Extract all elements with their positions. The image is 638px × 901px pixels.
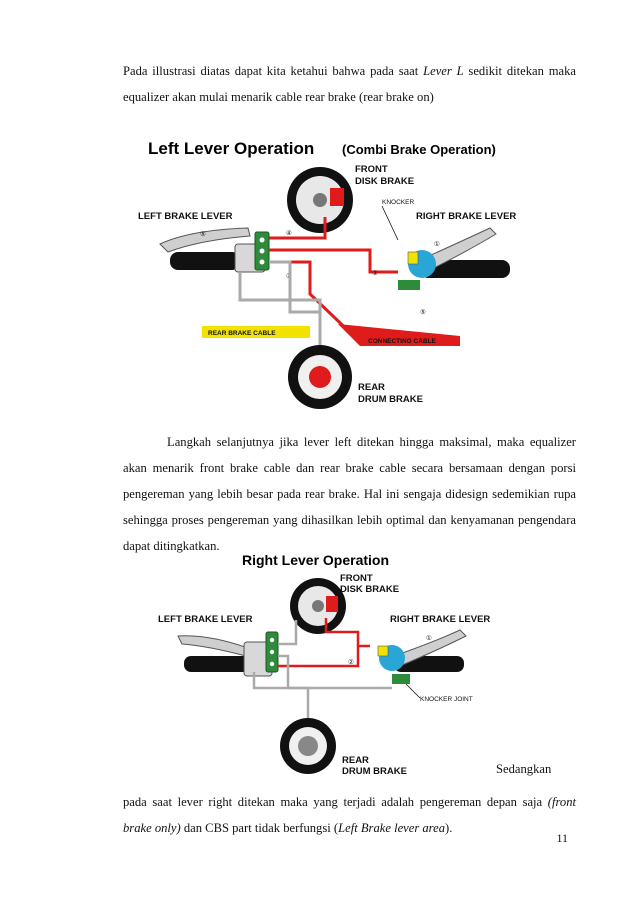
- front-disk-brake-icon-2: [290, 578, 346, 634]
- front-disk-brake-icon: [287, 167, 353, 233]
- paragraph-left-lever-max: Langkah selanjutnya jika lever left ditekan hingga maksimal, maka equalizer akan menarik front brake cable dan rear brake cable secara bersamaan dengan porsi pengereman yang lebih besar pada rear brake. Hal ini sengaja didesign sedemikian rupa sehingga proses pengereman yang dihasilkan lebih optimal dan kenyamanan pengendara dapat ditingkatkan.: [123, 435, 576, 553]
- paragraph-intro: [123, 58, 576, 110]
- paragraph-intro-text-2: sedikit ditekan maka equalizer akan mulai menarik cable rear brake (rear brake on): [123, 64, 577, 104]
- figure1-title-main: Left Lever Operation: [148, 139, 315, 158]
- figure2-drum-brake-label: DRUM BRAKE: [342, 766, 407, 777]
- figure2-rear-label: REAR: [342, 755, 369, 766]
- right-handlebar-icon: [398, 228, 510, 290]
- paragraph-right-lever-text-2: dan CBS part tidak berfungsi (: [180, 821, 339, 835]
- figure1-title-sub: (Combi Brake Operation): [342, 142, 496, 157]
- figure1-number-4: ④: [286, 230, 292, 237]
- figure1-number-2: ②: [286, 273, 292, 280]
- paragraph-right-lever-emphasis-2: Left Brake lever area: [338, 821, 446, 835]
- left-handlebar-icon-2: [178, 632, 278, 676]
- figure-left-lever-operation: [130, 132, 550, 417]
- figure1-number-1: ①: [434, 241, 440, 248]
- figure-left-lever-diagram: [130, 132, 550, 417]
- sedangkan-text: Sedangkan: [496, 762, 552, 776]
- figure2-number-2: ②: [348, 659, 354, 666]
- rear-drum-brake-icon: [288, 345, 352, 409]
- paragraph-intro-text-1: Pada illustrasi diatas dapat kita ketahui bahwa pada saat: [123, 64, 424, 78]
- figure1-right-lever-label: RIGHT BRAKE LEVER: [416, 211, 517, 222]
- figure2-front-label: FRONT: [340, 573, 373, 584]
- figure2-left-lever-label: LEFT BRAKE LEVER: [158, 614, 253, 625]
- figure1-rear-label: REAR: [358, 382, 385, 393]
- paragraph-right-lever-emphasis-1: (front brake only): [123, 795, 576, 835]
- figure1-front-label: FRONT: [355, 164, 388, 175]
- rear-drum-brake-icon-2: [280, 718, 336, 774]
- figure2-disk-brake-label: DISK BRAKE: [340, 584, 400, 595]
- figure2-title: Right Lever Operation: [242, 552, 390, 568]
- figure1-number-5: ⑤: [200, 231, 206, 238]
- paragraph-intro-emphasis: Lever L: [423, 64, 464, 78]
- figure2-right-lever-label: RIGHT BRAKE LEVER: [390, 614, 491, 625]
- figure1-number-3: ③: [372, 270, 378, 277]
- figure1-connecting-cable-label: CONNECTING CABLE: [368, 338, 436, 345]
- figure2-knocker-joint-label: KNOCKER JOINT: [420, 696, 473, 703]
- paragraph-right-lever-text-1: pada saat lever right ditekan maka yang terjadi adalah pengereman depan saja: [123, 795, 548, 809]
- paragraph-right-lever: [123, 789, 576, 841]
- figure1-rear-cable-label: REAR BRAKE CABLE: [208, 330, 276, 337]
- connecting-cable-tag: [338, 324, 460, 346]
- figure-right-lever-diagram: [148, 548, 508, 780]
- page-number: 11: [556, 831, 568, 845]
- figure1-drum-brake-label: DRUM BRAKE: [358, 394, 423, 405]
- figure1-knocker-label: KNOCKER: [382, 199, 415, 206]
- figure1-left-lever-label: LEFT BRAKE LEVER: [138, 211, 233, 222]
- right-handlebar-icon-2: [378, 630, 466, 684]
- rear-brake-cable-tag: [202, 326, 310, 338]
- left-handlebar-icon: [160, 228, 269, 272]
- figure1-disk-brake-label: DISK BRAKE: [355, 176, 415, 187]
- paragraph-right-lever-text-3: ).: [445, 821, 453, 835]
- figure2-number-1: ①: [426, 635, 432, 642]
- figure-right-lever-operation: [148, 548, 508, 780]
- figure1-number-5b: ⑤: [420, 309, 426, 316]
